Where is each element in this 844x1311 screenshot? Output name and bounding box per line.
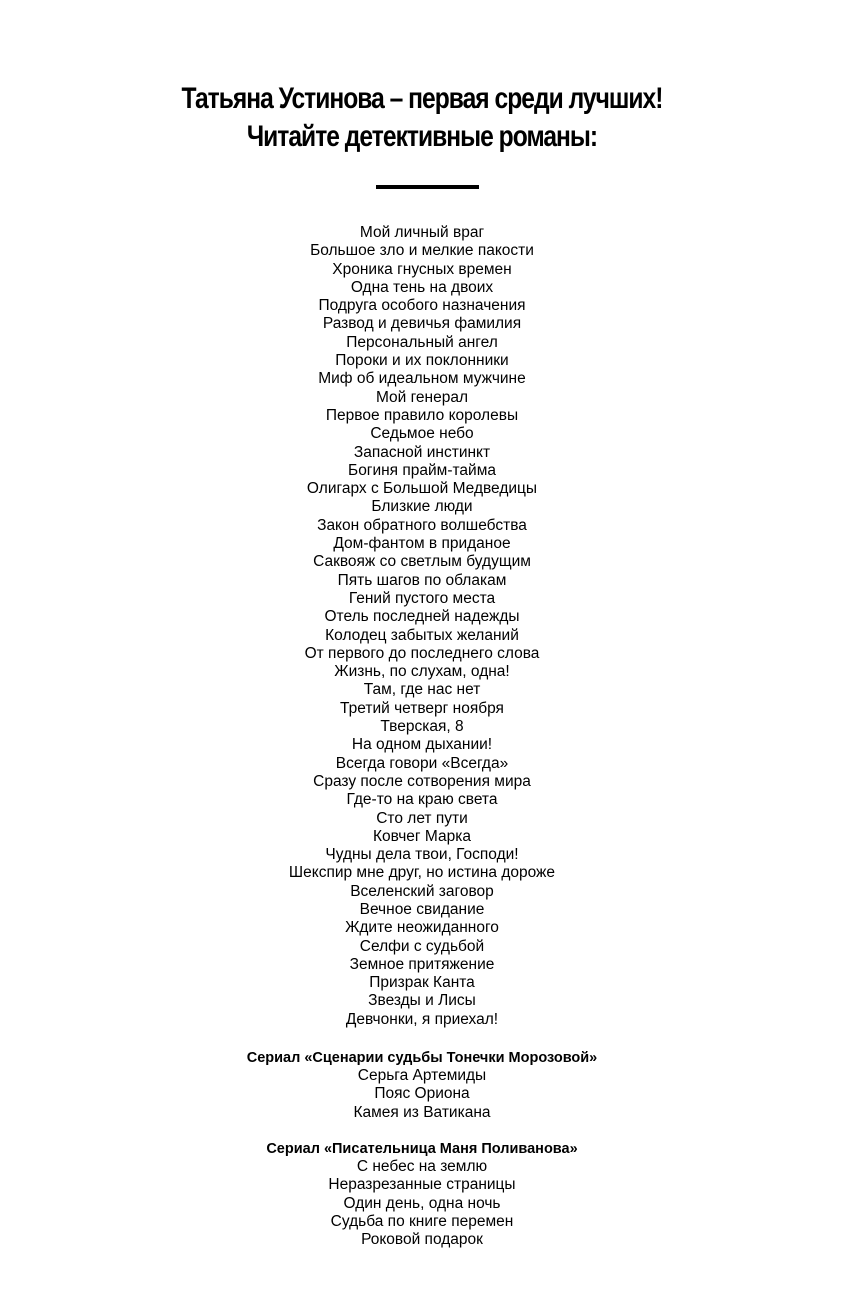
series-manya-list bbox=[0, 1158, 844, 1249]
book-title: Дом-фантом в приданое bbox=[333, 535, 511, 553]
book-title: Одна тень на двоих bbox=[350, 278, 494, 296]
book-title: Ковчег Марка bbox=[373, 827, 471, 845]
book-title: Вечное свидание bbox=[359, 900, 485, 918]
book-title: Персональный ангел bbox=[346, 333, 498, 351]
book-title: Колодец забытых желаний bbox=[325, 626, 519, 644]
divider-rule bbox=[376, 185, 479, 189]
book-title: Земное притяжение bbox=[349, 955, 495, 973]
book-title: Судьба по книге перемен bbox=[330, 1212, 514, 1230]
book-title: Хроника гнусных времен bbox=[332, 260, 512, 278]
book-title: Запасной инстинкт bbox=[353, 443, 491, 461]
book-title: Шекспир мне друг, но истина дороже bbox=[288, 864, 556, 882]
book-title: Звезды и Лисы bbox=[368, 992, 476, 1010]
series-title-manya: Сериал «Писательница Маня Поливанова» bbox=[266, 1141, 578, 1157]
book-title: С небес на землю bbox=[356, 1158, 488, 1175]
book-title: Роковой подарок bbox=[361, 1231, 483, 1249]
book-title: Первое правило королевы bbox=[325, 406, 519, 424]
book-title: Мой генерал bbox=[375, 388, 469, 406]
book-title: Сразу после сотворения мира bbox=[313, 772, 531, 790]
book-title: Олигарх с Большой Медведицы bbox=[306, 480, 538, 498]
book-title: Богиня прайм-тайма bbox=[348, 461, 496, 479]
page-title-line-1: Татьяна Устинова – первая среди лучших! bbox=[181, 82, 663, 115]
book-title: Гений пустого места bbox=[348, 589, 496, 607]
book-title: От первого до последнего слова bbox=[304, 644, 540, 662]
book-title: Пять шагов по облакам bbox=[337, 571, 507, 589]
book-title: Один день, одна ночь bbox=[343, 1194, 501, 1212]
book-title: Вселенский заговор bbox=[350, 882, 494, 900]
book-title: Неразрезанные страницы bbox=[328, 1176, 516, 1194]
book-title: Закон обратного волшебства bbox=[317, 516, 527, 534]
series-title-tonechka: Сериал «Сценарии судьбы Тонечки Морозовой» bbox=[246, 1050, 598, 1066]
book-title: Близкие люди bbox=[371, 498, 473, 516]
book-title: Чудны дела твои, Господи! bbox=[325, 846, 519, 864]
book-title: Миф об идеальном мужчине bbox=[318, 370, 526, 388]
book-title: Камея из Ватикана bbox=[353, 1103, 491, 1121]
book-title: Серьга Артемиды bbox=[357, 1067, 487, 1084]
book-title: Пороки и их поклонники bbox=[335, 352, 509, 370]
book-title: Саквояж со светлым будущим bbox=[313, 553, 531, 571]
book-title: Седьмое небо bbox=[370, 425, 474, 443]
book-title: На одном дыхании! bbox=[351, 736, 493, 754]
book-title: Жизнь, по слухам, одна! bbox=[334, 663, 510, 681]
book-title: Мой личный враг bbox=[359, 224, 485, 241]
book-title: Большое зло и мелкие пакости bbox=[310, 242, 534, 260]
book-title: Сто лет пути bbox=[376, 809, 468, 827]
book-title: Ждите неожиданного bbox=[345, 919, 499, 937]
book-title: Тверская, 8 bbox=[380, 718, 464, 736]
novels-list bbox=[0, 224, 844, 1029]
book-title: Призрак Канта bbox=[369, 974, 475, 992]
book-title: Всегда говори «Всегда» bbox=[335, 754, 509, 772]
series-tonechka-list bbox=[0, 1067, 844, 1122]
book-title: Подруга особого назначения bbox=[318, 297, 526, 315]
page-title-line-2: Читайте детективные романы: bbox=[246, 120, 598, 153]
book-title: Селфи с судьбой bbox=[359, 937, 485, 955]
book-title: Где-то на краю света bbox=[346, 791, 498, 809]
book-title: Пояс Ориона bbox=[374, 1085, 470, 1103]
book-title: Развод и девичья фамилия bbox=[322, 315, 522, 333]
book-title: Там, где нас нет bbox=[363, 681, 481, 699]
book-title: Отель последней надежды bbox=[324, 608, 520, 626]
book-title: Третий четверг ноября bbox=[340, 699, 504, 717]
book-title: Девчонки, я приехал! bbox=[345, 1010, 499, 1028]
